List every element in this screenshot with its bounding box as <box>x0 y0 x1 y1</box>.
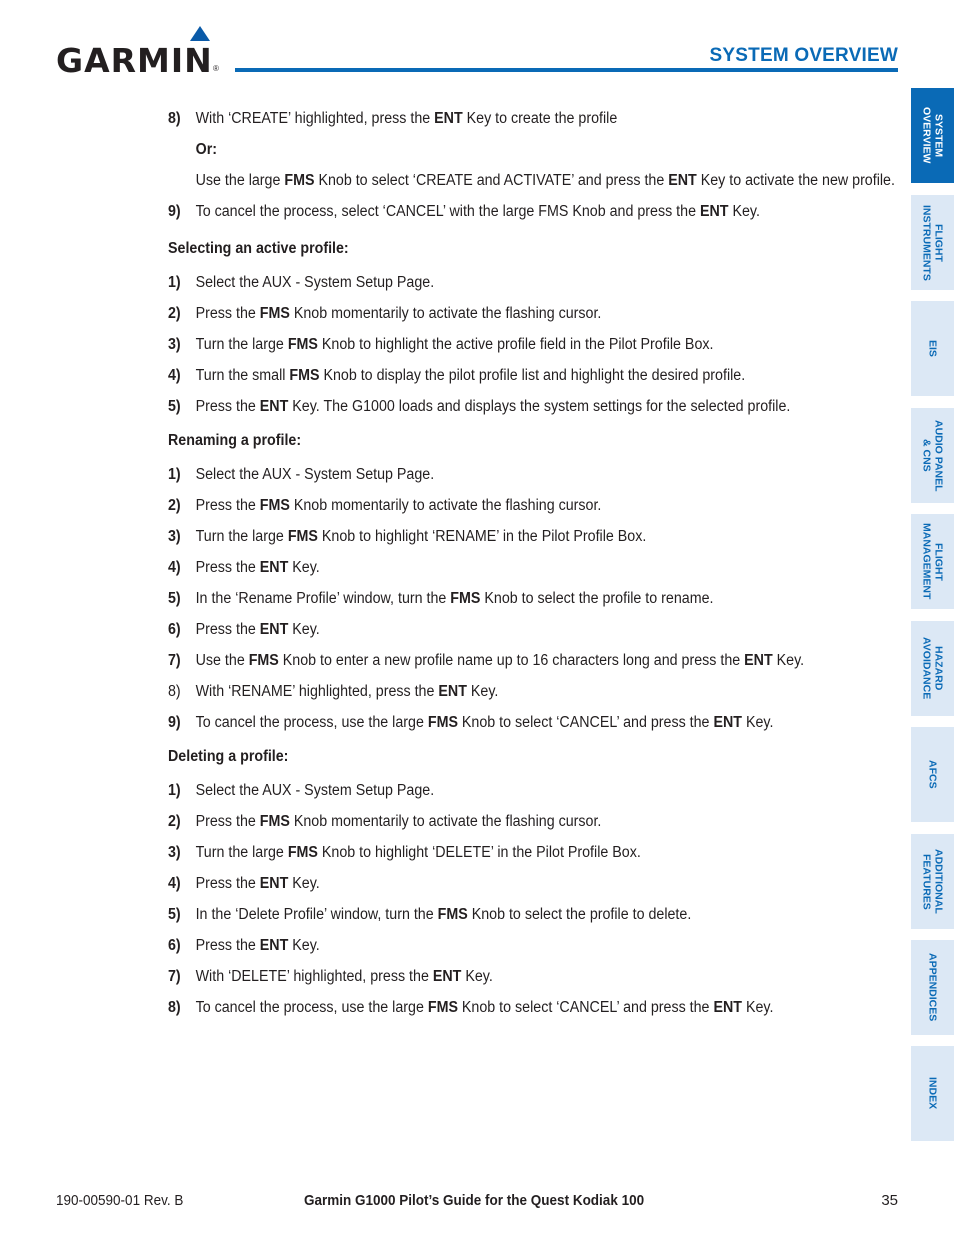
step-item <box>168 526 830 557</box>
tab-eis[interactable] <box>911 301 954 396</box>
step-item <box>168 396 830 427</box>
tab-flight-management[interactable] <box>911 514 954 609</box>
select-heading: Selecting an active profile: <box>168 240 349 257</box>
key-name: FMS <box>259 497 290 514</box>
key-name: FMS <box>450 590 481 607</box>
key-name: FMS <box>248 652 279 669</box>
step-item <box>168 712 830 743</box>
step-text: Turn the large <box>195 336 288 353</box>
step-number: 1) <box>168 782 181 799</box>
step-text: Key. <box>288 875 320 892</box>
step-item <box>168 365 830 396</box>
step-number: 2) <box>168 813 181 830</box>
step-text: Use the <box>195 652 249 669</box>
step-item <box>168 201 830 232</box>
step-number: 7) <box>168 652 181 669</box>
step-text: Knob to highlight ‘DELETE’ in the Pilot Profile Box. <box>317 844 641 861</box>
step-text: Turn the large <box>195 844 288 861</box>
step-text: With ‘RENAME’ highlighted, press the <box>195 683 439 700</box>
step-number: 1) <box>168 466 181 483</box>
step-text: Select the AUX - System Setup Page. <box>195 466 435 483</box>
step-item <box>168 495 830 526</box>
step-number: 6) <box>168 937 181 954</box>
step-item <box>168 557 830 588</box>
step-item <box>168 464 830 495</box>
step-text: Key. <box>466 683 499 700</box>
key-name: ENT <box>668 172 697 189</box>
step-item <box>168 966 830 997</box>
step-number: 8) <box>168 110 181 127</box>
logo-triangle-icon <box>190 26 210 41</box>
header-rule <box>235 68 898 72</box>
step-number: 8) <box>168 999 181 1016</box>
tab-appendices[interactable] <box>911 940 954 1035</box>
doc-number: 190-00590-01 Rev. B <box>56 1192 184 1209</box>
delete-heading: Deleting a profile: <box>168 748 289 765</box>
step-number: 3) <box>168 844 181 861</box>
step-text: Knob momentarily to activate the flashing cursor. <box>289 305 602 322</box>
tab-label: HAZARD AVOIDANCE <box>920 637 945 700</box>
step-text: Key. The G1000 loads and displays the system settings for the selected profile. <box>288 398 791 415</box>
tab-label: SYSTEM OVERVIEW <box>920 107 945 164</box>
tab-system-overview[interactable] <box>911 88 954 183</box>
step-text: With ‘CREATE’ highlighted, press the <box>195 110 435 127</box>
step-text: To cancel the process, use the large <box>195 714 428 731</box>
step-text: Press the <box>195 813 260 830</box>
tab-flight-instruments[interactable] <box>911 195 954 290</box>
step-text: Knob to select ‘CREATE and ACTIVATE’ and press the <box>314 172 669 189</box>
page-footer <box>56 1190 898 1212</box>
key-name: ENT <box>699 203 729 220</box>
step-text: Key. <box>288 559 320 576</box>
create-steps <box>168 108 895 232</box>
tab-afcs[interactable] <box>911 727 954 822</box>
key-name: ENT <box>438 683 467 700</box>
step-number: 4) <box>168 559 181 576</box>
rename-heading: Renaming a profile: <box>168 432 302 449</box>
tab-hazard-avoidance[interactable] <box>911 621 954 716</box>
key-name: ENT <box>713 714 742 731</box>
step-text: To cancel the process, use the large <box>195 999 428 1016</box>
step-text: Press the <box>195 398 260 415</box>
page-content <box>168 108 895 1028</box>
step-number: 4) <box>168 367 181 384</box>
step-number: 5) <box>168 398 181 415</box>
key-name: ENT <box>744 652 773 669</box>
step-text: Key. <box>741 714 774 731</box>
step-text: With ‘DELETE’ highlighted, press the <box>195 968 433 985</box>
step-text: Knob to select ‘CANCEL’ and press the <box>457 999 714 1016</box>
step-text: Turn the large <box>195 528 288 545</box>
section-title: SYSTEM OVERVIEW <box>709 45 898 66</box>
step-text: Knob to highlight the active profile field in the Pilot Profile Box. <box>317 336 714 353</box>
delete-steps <box>168 780 830 1028</box>
step-text: Press the <box>195 937 260 954</box>
step-number: 3) <box>168 336 181 353</box>
step-text: Knob momentarily to activate the flashing cursor. <box>289 813 602 830</box>
step-item <box>168 108 830 139</box>
tab-additional-features[interactable] <box>911 834 954 929</box>
step-text: Key. <box>288 621 320 638</box>
step-item <box>168 842 830 873</box>
key-name: FMS <box>427 999 458 1016</box>
step-text: Press the <box>195 875 260 892</box>
or-text: Or: <box>195 141 217 158</box>
key-name: ENT <box>713 999 742 1016</box>
step-text: Knob momentarily to activate the flashing cursor. <box>289 497 602 514</box>
step-text: Knob to display the pilot profile list and highlight the desired profile. <box>319 367 746 384</box>
step-item <box>168 650 830 681</box>
doc-title: Garmin G1000 Pilot’s Guide for the Quest Kodiak 100 <box>304 1192 645 1209</box>
tab-label: FLIGHT INSTRUMENTS <box>920 204 945 281</box>
step-item <box>168 681 830 712</box>
key-name: ENT <box>259 398 289 415</box>
step-text: Knob to select the profile to rename. <box>480 590 714 607</box>
step-item <box>168 303 830 334</box>
or-label <box>168 139 830 170</box>
key-name: FMS <box>287 528 318 545</box>
key-name: ENT <box>259 559 289 576</box>
registered-mark-icon: ® <box>213 64 219 73</box>
step-number: 6) <box>168 621 181 638</box>
step-number: 9) <box>168 714 181 731</box>
step-item <box>168 780 830 811</box>
step-item <box>168 904 830 935</box>
step-text: Key. <box>728 203 760 220</box>
key-name: FMS <box>287 844 318 861</box>
step-number: 4) <box>168 875 181 892</box>
key-name: FMS <box>427 714 458 731</box>
rename-steps <box>168 464 830 743</box>
step-text: Knob to select the profile to delete. <box>467 906 692 923</box>
key-name: FMS <box>437 906 468 923</box>
step-text: Key. <box>741 999 774 1016</box>
step-text: Turn the small <box>195 367 290 384</box>
key-name: ENT <box>434 110 463 127</box>
key-name: ENT <box>259 937 289 954</box>
key-name: FMS <box>284 172 315 189</box>
key-name: FMS <box>259 305 290 322</box>
step-number: 5) <box>168 590 181 607</box>
step-text: Select the AUX - System Setup Page. <box>195 782 435 799</box>
step-number: 2) <box>168 497 181 514</box>
step-text: Key. <box>772 652 805 669</box>
tab-label: EIS <box>926 340 939 357</box>
step-text: In the ‘Delete Profile’ window, turn the <box>195 906 438 923</box>
step-item <box>168 873 830 904</box>
step-item <box>168 619 830 650</box>
step-item <box>168 997 830 1028</box>
step-text: Press the <box>195 497 260 514</box>
step-number: 3) <box>168 528 181 545</box>
step-text: Select the AUX - System Setup Page. <box>195 274 435 291</box>
step-text: Knob to select ‘CANCEL’ and press the <box>457 714 714 731</box>
key-name: FMS <box>287 336 318 353</box>
tab-audio-panel-cns[interactable] <box>911 408 954 503</box>
tab-label: APPENDICES <box>926 953 939 1022</box>
step-text: Press the <box>195 559 260 576</box>
tab-label: AUDIO PANEL & CNS <box>920 419 945 492</box>
logo-wordmark: GARMIN <box>56 41 213 80</box>
tab-label: ADDITIONAL FEATURES <box>920 849 945 914</box>
step-number: 1) <box>168 274 181 291</box>
key-name: ENT <box>259 621 289 638</box>
tab-label: FLIGHT MANAGEMENT <box>920 523 945 600</box>
step-text: Use the large <box>195 172 285 189</box>
step-text: Key to activate the new profile. <box>696 172 895 189</box>
step-number: 2) <box>168 305 181 322</box>
select-steps <box>168 272 830 427</box>
key-name: ENT <box>432 968 462 985</box>
step-item <box>168 588 830 619</box>
step-text: Press the <box>195 621 260 638</box>
tab-label: AFCS <box>926 760 939 789</box>
step-number: 5) <box>168 906 181 923</box>
step-text: Key. <box>288 937 320 954</box>
step-text: Press the <box>195 305 260 322</box>
step-item <box>168 811 830 842</box>
step-item <box>168 272 830 303</box>
page-number: 35 <box>881 1192 898 1209</box>
step-number: 8) <box>168 683 181 700</box>
garmin-logo <box>56 24 221 80</box>
key-name: ENT <box>259 875 289 892</box>
key-name: FMS <box>259 813 290 830</box>
step-text: Knob to highlight ‘RENAME’ in the Pilot Profile Box. <box>317 528 647 545</box>
step-text: Key to create the profile <box>462 110 618 127</box>
step-alternative <box>168 170 895 201</box>
step-text: Knob to enter a new profile name up to 16 characters long and press the <box>278 652 745 669</box>
tab-index[interactable] <box>911 1046 954 1141</box>
step-number: 7) <box>168 968 181 985</box>
tab-label: INDEX <box>926 1077 939 1110</box>
key-name: FMS <box>289 367 320 384</box>
step-text: To cancel the process, select ‘CANCEL’ with the large FMS Knob and press the <box>195 203 700 220</box>
step-text: Key. <box>461 968 493 985</box>
step-item <box>168 935 830 966</box>
step-number: 9) <box>168 203 181 220</box>
step-text: In the ‘Rename Profile’ window, turn the <box>195 590 451 607</box>
step-item <box>168 334 830 365</box>
